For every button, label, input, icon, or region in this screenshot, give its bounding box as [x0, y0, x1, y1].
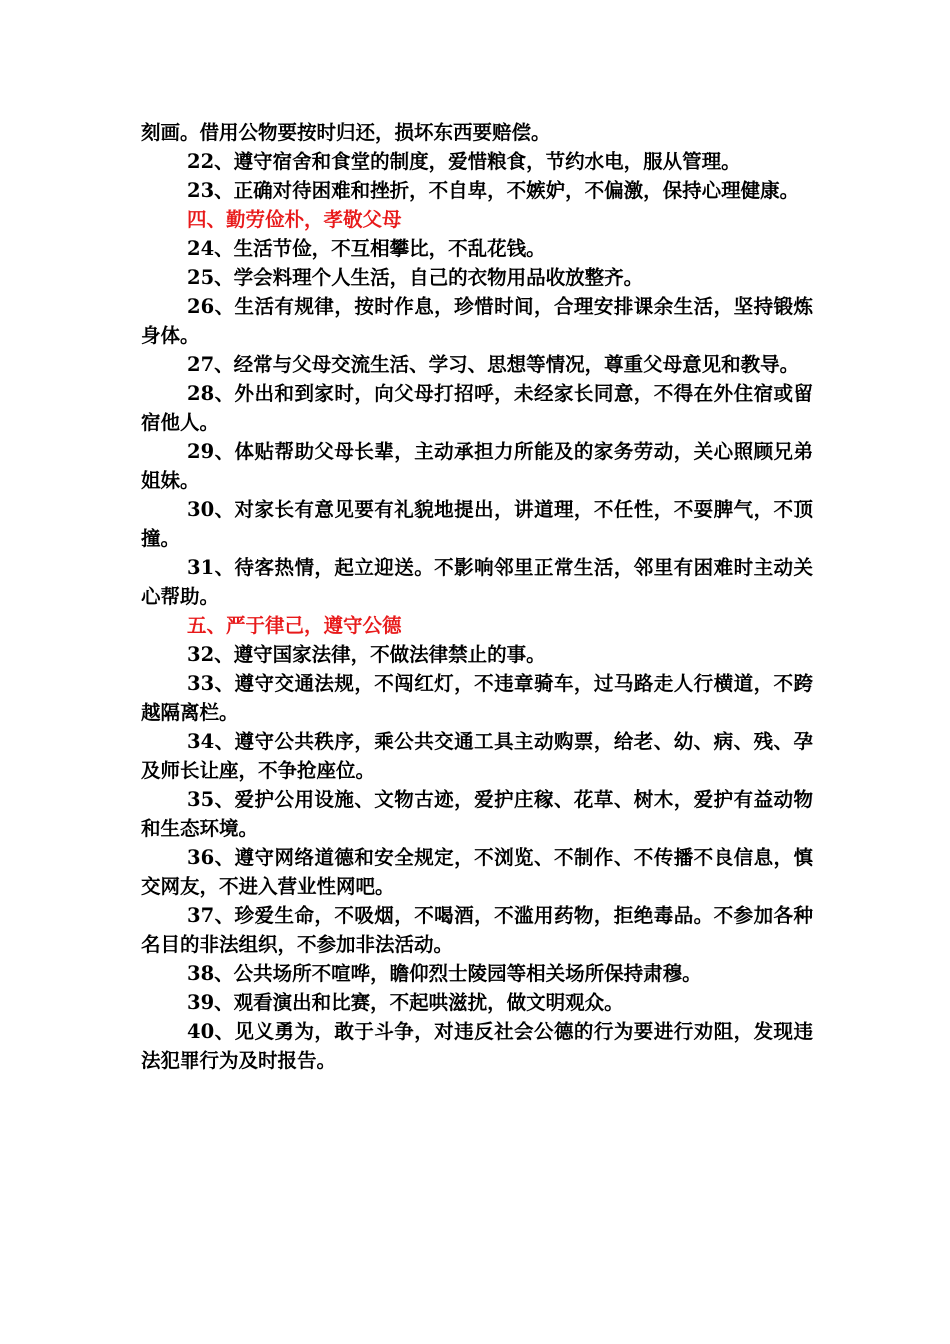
rule-item-33: 33、遵守交通法规，不闯红灯，不违章骑车，过马路走人行横道，不跨越隔离栏。 — [141, 672, 813, 724]
rule-item-37: 37、珍爱生命，不吸烟，不喝酒，不滥用药物，拒绝毒品。不参加各种名目的非法组织，不参加非法活动。 — [141, 904, 813, 956]
code-of-conduct-text — [141, 118, 813, 1075]
rule-item-22: 22、遵守宿舍和食堂的制度，爱惜粮食，节约水电，服从管理。 — [187, 150, 741, 173]
rule-item-39: 39、观看演出和比赛，不起哄滋扰，做文明观众。 — [187, 991, 624, 1014]
rule-item-30: 30、对家长有意见要有礼貌地提出，讲道理，不任性，不耍脾气，不顶撞。 — [141, 498, 813, 550]
rule-item-28: 28、外出和到家时，向父母打招呼，未经家长同意，不得在外住宿或留宿他人。 — [141, 382, 813, 434]
rule-item-26: 26、生活有规律，按时作息，珍惜时间，合理安排课余生活，坚持锻炼身体。 — [141, 295, 813, 347]
rule-item-34: 34、遵守公共秩序，乘公共交通工具主动购票，给老、幼、病、残、孕及师长让座，不争抢座位。 — [141, 730, 813, 782]
paragraph-continuation: 刻画。借用公物要按时归还，损坏东西要赔偿。 — [141, 121, 551, 144]
rule-item-27: 27、经常与父母交流生活、学习、思想等情况，尊重父母意见和教导。 — [187, 353, 800, 376]
rule-item-32: 32、遵守国家法律，不做法律禁止的事。 — [187, 643, 546, 666]
rule-item-29: 29、体贴帮助父母长辈，主动承担力所能及的家务劳动，关心照顾兄弟姐妹。 — [141, 440, 813, 492]
section-heading-5: 五、严于律己，遵守公德 — [187, 614, 402, 637]
rule-item-35: 35、爱护公用设施、文物古迹，爱护庄稼、花草、树木，爱护有益动物和生态环境。 — [141, 788, 813, 840]
rule-item-24: 24、生活节俭，不互相攀比，不乱花钱。 — [187, 237, 546, 260]
rule-item-31: 31、待客热情，起立迎送。不影响邻里正常生活，邻里有困难时主动关心帮助。 — [141, 556, 813, 608]
rule-item-25: 25、学会料理个人生活，自己的衣物用品收放整齐。 — [187, 266, 644, 289]
rule-item-23: 23、正确对待困难和挫折，不自卑，不嫉妒，不偏激，保持心理健康。 — [187, 179, 800, 202]
section-heading-4: 四、勤劳俭朴，孝敬父母 — [187, 208, 402, 231]
rule-item-40: 40、见义勇为，敢于斗争，对违反社会公德的行为要进行劝阻，发现违法犯罪行为及时报告。 — [141, 1020, 813, 1072]
rule-item-38: 38、公共场所不喧哗，瞻仰烈士陵园等相关场所保持肃穆。 — [187, 962, 702, 985]
document-page — [141, 118, 813, 1075]
rule-item-36: 36、遵守网络道德和安全规定，不浏览、不制作、不传播不良信息，慎交网友，不进入营业性网吧。 — [141, 846, 813, 898]
